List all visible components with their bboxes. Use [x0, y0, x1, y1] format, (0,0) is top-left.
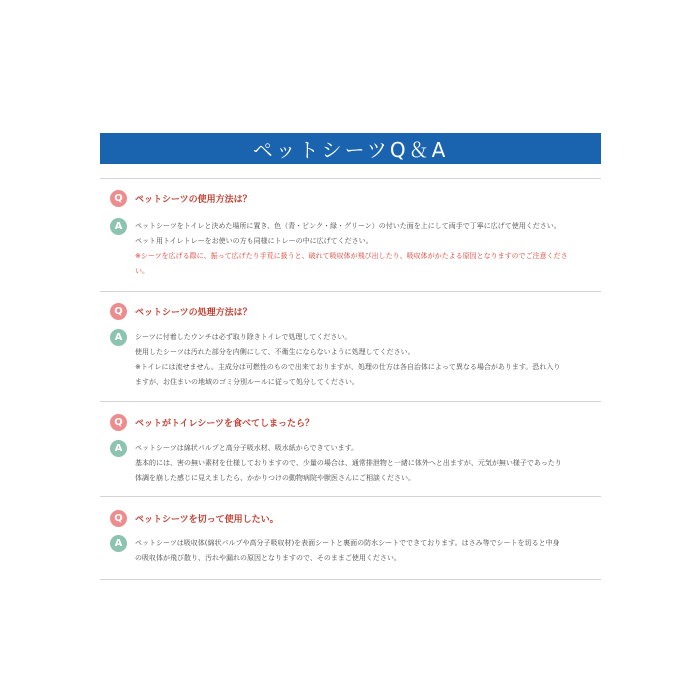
answer-line: 体調を崩した感じに見えましたら、かかりつけの動物病院や獣医さんにご相談ください。 — [135, 474, 415, 482]
q-icon: Q — [110, 303, 127, 320]
answer-line: ますが、お住まいの地域のゴミ分別ルールに従って処分してください。 — [135, 378, 359, 386]
divider — [100, 579, 601, 580]
answer-line: 基本的には、害の無い素材を仕様しておりますので、少量の場合は、通常排泄物と一緒に体外へと出ますが、元気が無い様子であったり — [135, 459, 562, 467]
answer-line: シーツに付着したウンチは必ず取り除きトイレで処理してください。 — [135, 333, 352, 341]
page-title-banner — [100, 133, 601, 164]
answer-line: ペット用トイレトレーをお使いの方も同様にトレーの中に広げてください。 — [135, 237, 373, 245]
answer-text — [135, 219, 601, 279]
page-title: ペットシーツQ＆A — [252, 138, 449, 162]
answer-text — [135, 441, 601, 486]
answer-line: ペットシーツは吸収体(綿状パルプや高分子吸収材)を表面シートと裏面の防水シートでできております。はさみ等でシートを切ると中身 — [135, 539, 560, 547]
a-icon: A — [110, 535, 127, 552]
answer-line: ペットシーツは綿状パルプと高分子吸水材、吸水紙からできています。 — [135, 444, 359, 452]
q-icon: Q — [110, 414, 127, 431]
question-text: ペットシーツの処理方法は？ — [135, 308, 252, 318]
question-text: ペットシーツを切って使用したい。 — [135, 515, 279, 525]
q-icon: Q — [110, 510, 127, 527]
answer-text — [135, 536, 601, 566]
answer-line: ペットシーツをトイレと決めた場所に置き、色（青・ピンク・緑・グリーン）の付いた面を上にして両手で丁寧に広げて使用ください。 — [135, 222, 561, 230]
divider — [100, 178, 601, 179]
answer-text — [135, 330, 601, 390]
divider — [100, 496, 601, 497]
a-icon: A — [110, 218, 127, 235]
question-text: ペットシーツの使用方法は？ — [135, 195, 252, 205]
answer-line: 使用したシーツは汚れた部分を内側にして、不衛生にならないように処理してください。 — [135, 348, 415, 356]
caution-note: い。 — [135, 267, 149, 275]
a-icon: A — [110, 329, 127, 346]
q-icon: Q — [110, 190, 127, 207]
question-text: ペットがトイレシーツを食べてしまったら？ — [135, 419, 314, 429]
caution-note: ※シーツを広げる際に、振って広げたり手荒に扱うと、破れて吸収体が飛び出したり、吸収体がかたよる原因となりますのでご注意くださ — [135, 252, 568, 260]
divider — [100, 401, 601, 402]
answer-line: ※トイレには流せません。主成分は可燃性のもので出来ておりますが、処理の仕方は各自治体によって異なる場合があります。恐れ入り — [135, 363, 561, 371]
answer-line: の吸収体が飛び散り、汚れや漏れの原因となりますので、そのままご使用ください。 — [135, 554, 401, 562]
divider — [100, 291, 601, 292]
a-icon: A — [110, 440, 127, 457]
